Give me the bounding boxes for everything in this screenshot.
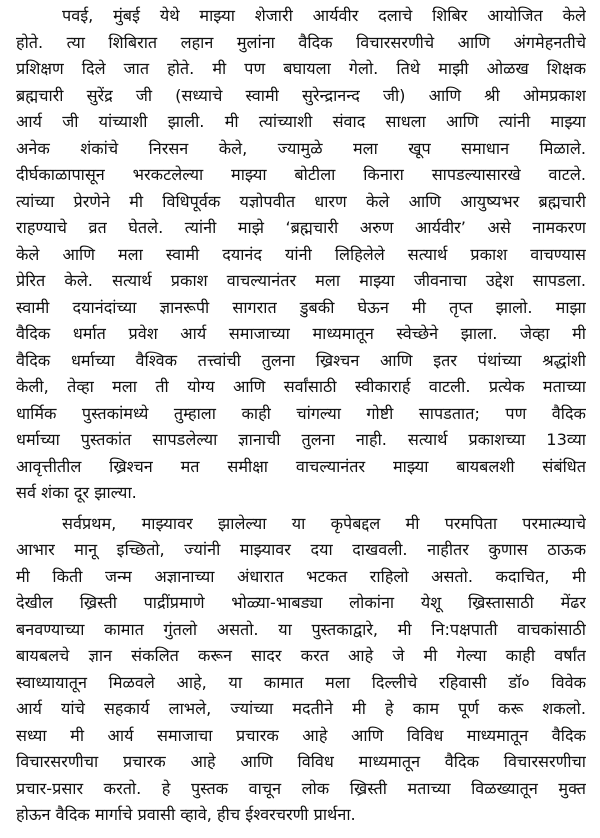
text-line: प्रचार-प्रसार करतो. हे पुस्तक वाचून लोक ख्रिस्ती मताच्या विळख्यातून मुक्त	[16, 778, 586, 798]
paragraph-2	[16, 511, 586, 829]
text-line: सर्व शंका दूर झाल्या.	[16, 483, 137, 502]
text-line: प्रेरित केले. सत्यार्थ प्रकाश वाचल्यानंतर मला माझ्या जीवनाचा उद्देश सापडला.	[16, 271, 586, 290]
text-line: विचारसरणीचा प्रचारक आहे आणि विविध माध्यमातून वैदिक विचारसरणीचा	[16, 752, 586, 771]
text-line: पवई, मुंबई येथे माझ्या शेजारी आर्यवीर दलाचे शिबिर आयोजित केले	[62, 6, 586, 25]
text-line: स्वाध्यायातून मिळवले आहे, या कामात मला दिल्लीचे रहिवासी डॉ० विवेक	[16, 672, 586, 692]
text-line: धार्मिक पुस्तकांमध्ये तुम्हाला काही चांगल्या गोष्टी सापडतात; पण वैदिक	[16, 403, 586, 423]
paragraph-1	[16, 3, 586, 507]
text-line: प्रशिक्षण दिले जात होते. मी पण बघायला गेलो. तिथे माझी ओळख शिक्षक	[16, 59, 586, 78]
text-line: राहण्याचे व्रत घेतले. त्यांनी माझे ‘ब्रह्मचारी अरुण आर्यवीर’ असे नामकरण	[16, 218, 586, 237]
text-line: बायबलचे ज्ञान संकलित करून सादर करत आहे जे मी गेल्या काही वर्षांत	[16, 646, 586, 665]
text-line: देखील ख्रिस्ती पाद्रींप्रमाणे भोळ्या-भाबड्या लोकांना येशू ख्रिस्तासाठी मेंढर	[16, 593, 586, 612]
text-line: ब्रह्मचारी सुरेंद्र जी (सध्याचे स्वामी सुरेन्द्रानन्द जी) आणि श्री ओमप्रकाश	[16, 85, 586, 105]
text-line: आर्य यांचे सहकार्य लाभले, ज्यांच्या मदतीने मी हे काम पूर्ण करू शकलो.	[16, 699, 586, 718]
text-line: होऊन वैदिक मार्गाचे प्रवासी व्हावे, हीच ईश्वरचरणी प्रार्थना.	[16, 805, 356, 824]
text-line: सर्वप्रथम, माझ्यावर झालेल्या या कृपेबद्दल मी परमपिता परमात्म्याचे	[62, 513, 586, 533]
text-line: वैदिक धर्माच्या वैश्विक तत्त्वांची तुलना ख्रिश्चन आणि इतर पंथांच्या श्रद्धांशी	[16, 350, 586, 370]
text-line: वैदिक धर्मात प्रवेश आर्य समाजाच्या माध्यमातून स्वेच्छेने झाला. जेव्हा मी	[16, 324, 586, 343]
text-line: दीर्घकाळापासून भरकटलेल्या माझ्या बोटीला किनारा सापडल्यासारखे वाटले.	[16, 165, 586, 184]
text-line: बनवण्याच्या कामात गुंतलो असतो. या पुस्तकाद्वारे, मी नि:पक्षपाती वाचकांसाठी	[16, 619, 586, 639]
text-line: त्यांच्या प्रेरणेने मी विधिपूर्वक यज्ञोपवीत धारण केले आणि आयुष्यभर ब्रह्मचारी	[16, 191, 586, 211]
text-line: मी किती जन्म अज्ञानाच्या अंधारात भटकत राहिलो असतो. कदाचित, मी	[16, 566, 586, 586]
text-line: स्वामी दयानंदांच्या ज्ञानरूपी सागरात डुबकी घेऊन मी तृप्त झालो. माझा	[16, 297, 586, 317]
text-line: केली, तेव्हा मला ती योग्य आणि सर्वांसाठी स्वीकारार्ह वाटली. प्रत्येक मताच्या	[16, 377, 586, 396]
text-line: अनेक शंकांचे निरसन केले, ज्यामुळे मला खूप समाधान मिळाले.	[16, 138, 586, 158]
text-line: आभार मानू इच्छितो, ज्यांनी माझ्यावर दया दाखवली. नाहीतर कुणास ठाऊक	[16, 540, 586, 559]
text-line: केले आणि मला स्वामी दयानंद यांनी लिहिलेले सत्यार्थ प्रकाश वाचण्यास	[16, 244, 586, 264]
text-line: आर्य जी यांच्याशी झाली. मी त्यांच्याशी संवाद साधला आणि त्यांनी माझ्या	[16, 112, 586, 131]
text-line: धर्माच्या पुस्तकांत सापडलेल्या ज्ञानाची तुलना नाही. सत्यार्थ प्रकाशच्या 13व्या	[16, 430, 586, 449]
text-line: सध्या मी आर्य समाजाचा प्रचारक आहे आणि विविध माध्यमातून वैदिक	[16, 725, 586, 745]
text-line: आवृत्तीतील ख्रिश्चन मत समीक्षा वाचल्यानंतर माझ्या बायबलशी संबंधित	[16, 456, 586, 476]
text-line: होते. त्या शिबिरात लहान मुलांना वैदिक विचारसरणीचे आणि अंगमेहनतीचे	[16, 32, 586, 52]
